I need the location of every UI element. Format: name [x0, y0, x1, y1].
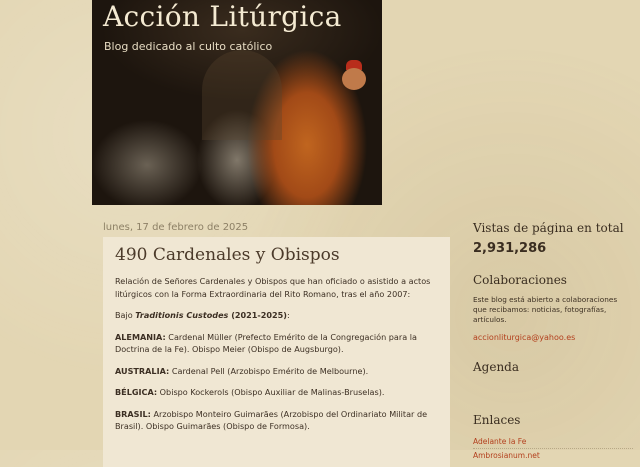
entry-country: BRASIL:	[115, 408, 151, 419]
entry-text: Cardenal Pell (Arzobispo Emérito de Melbourne).	[169, 365, 369, 376]
header-image-figure	[342, 68, 366, 90]
section-document: Traditionis Custodes	[135, 310, 229, 320]
entry-text: Arzobispo Monteiro Guimarães (Arzobispo del Ordinariato Militar de Brasil). Obispo Guimarães (Obispo de Formosa).	[115, 408, 428, 431]
sidebar	[473, 221, 633, 462]
section-years: (2021-2025)	[228, 310, 288, 320]
views-count: 2,931,286	[473, 241, 547, 256]
post-entry	[115, 386, 438, 399]
entry-country: AUSTRALIA:	[115, 365, 170, 376]
collab-email-link[interactable]: accionliturgica@yahoo.es	[473, 333, 576, 342]
post-entry	[115, 365, 438, 378]
entry-text: Obispo Kockerols (Obispo Auxiliar de Malinas-Bruselas).	[157, 387, 385, 397]
section-prefix: Bajo	[115, 310, 136, 320]
post-date: lunes, 17 de febrero de 2025	[103, 222, 249, 233]
entry-country: BÉLGICA:	[115, 387, 158, 397]
collab-heading: Colaboraciones	[473, 273, 567, 287]
link-item[interactable]: Adelante la Fe	[473, 437, 527, 446]
collab-text: Este blog está abierto a colaboraciones que recibamos: noticias, fotografías, artículos.	[473, 295, 618, 324]
post-section-label	[115, 309, 438, 322]
post	[103, 237, 450, 467]
blog-title[interactable]: Acción Litúrgica	[103, 0, 342, 33]
post-intro: Relación de Señores Cardenales y Obispos que han oficiado o asistido a actos litúrgicos con la Forma Extraordinaria del Rito Romano, tras el año 2007:	[115, 276, 431, 299]
link-item[interactable]: Ambrosianum.net	[473, 451, 540, 460]
links-list	[473, 435, 633, 462]
blog-description: Blog dedicado al culto católico	[104, 40, 273, 53]
links-heading: Enlaces	[473, 413, 521, 427]
agenda-heading: Agenda	[473, 360, 520, 374]
entry-country: ALEMANIA:	[115, 331, 166, 342]
entry-text: Cardenal Müller (Prefecto Emérito de la Congregación para la Doctrina de la Fe). Obispo Meier (Obispo de Augsburgo).	[115, 331, 417, 354]
views-heading: Vistas de página en total	[473, 221, 624, 235]
post-title[interactable]: 490 Cardenales y Obispos	[115, 245, 340, 265]
post-entry	[115, 331, 438, 356]
post-entry	[115, 408, 438, 433]
header-image-arch	[202, 50, 282, 140]
section-suffix: :	[287, 310, 290, 320]
